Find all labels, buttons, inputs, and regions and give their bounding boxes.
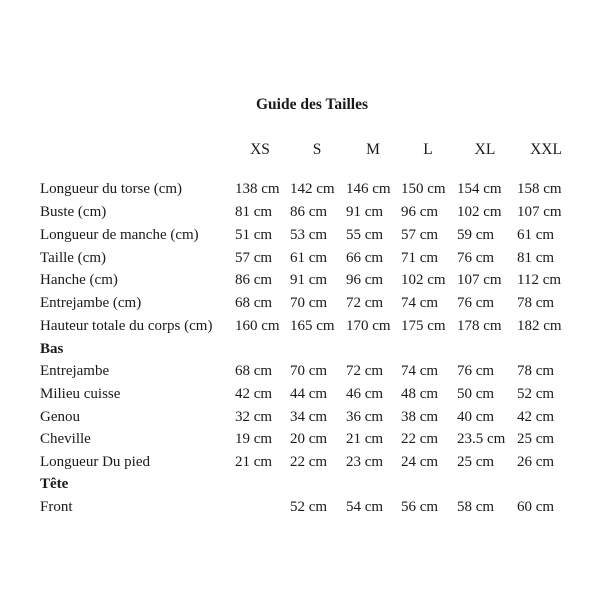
size-value-cell: 34 cm xyxy=(290,409,328,425)
size-header-m: M xyxy=(366,141,380,158)
size-value-cell: 72 cm xyxy=(346,295,384,311)
size-value-cell: 96 cm xyxy=(346,272,384,288)
size-value-cell: 150 cm xyxy=(401,181,446,197)
size-value-cell: 20 cm xyxy=(290,431,328,447)
size-value-cell: 70 cm xyxy=(290,363,328,379)
size-value-cell: 22 cm xyxy=(401,431,439,447)
section-label: Bas xyxy=(40,341,64,357)
size-value-cell: 22 cm xyxy=(290,454,328,470)
size-value-cell: 52 cm xyxy=(290,499,328,515)
size-value-cell: 78 cm xyxy=(517,363,555,379)
size-value-cell: 61 cm xyxy=(290,250,328,266)
size-value-cell: 19 cm xyxy=(235,431,273,447)
row-label: Front xyxy=(40,499,73,515)
size-value-cell: 146 cm xyxy=(346,181,391,197)
size-value-cell: 142 cm xyxy=(290,181,335,197)
row-label: Hanche (cm) xyxy=(40,272,118,288)
size-value-cell: 86 cm xyxy=(235,272,273,288)
size-value-cell: 23.5 cm xyxy=(457,431,506,447)
size-value-cell: 61 cm xyxy=(517,227,555,243)
size-value-cell: 138 cm xyxy=(235,181,280,197)
size-value-cell: 21 cm xyxy=(346,431,384,447)
size-value-cell: 76 cm xyxy=(457,363,495,379)
size-value-cell: 57 cm xyxy=(235,250,273,266)
size-value-cell: 86 cm xyxy=(290,204,328,220)
size-value-cell: 107 cm xyxy=(517,204,562,220)
size-header-l: L xyxy=(423,141,433,158)
size-value-cell: 59 cm xyxy=(457,227,495,243)
size-header-xl: XL xyxy=(474,141,496,158)
row-label: Genou xyxy=(40,409,80,425)
size-value-cell: 32 cm xyxy=(235,409,273,425)
size-value-cell: 42 cm xyxy=(517,409,555,425)
row-label: Hauteur totale du corps (cm) xyxy=(40,318,213,334)
size-value-cell: 158 cm xyxy=(517,181,562,197)
size-value-cell: 102 cm xyxy=(457,204,502,220)
size-value-cell: 54 cm xyxy=(346,499,384,515)
row-label: Longueur de manche (cm) xyxy=(40,227,199,243)
size-value-cell: 44 cm xyxy=(290,386,328,402)
row-label: Longueur du torse (cm) xyxy=(40,181,183,197)
section-label: Tête xyxy=(40,476,69,492)
size-value-cell: 175 cm xyxy=(401,318,446,334)
size-value-cell: 154 cm xyxy=(457,181,502,197)
size-value-cell: 21 cm xyxy=(235,454,273,470)
size-value-cell: 96 cm xyxy=(401,204,439,220)
size-value-cell: 26 cm xyxy=(517,454,555,470)
size-value-cell: 102 cm xyxy=(401,272,446,288)
size-value-cell: 38 cm xyxy=(401,409,439,425)
size-value-cell: 57 cm xyxy=(401,227,439,243)
size-value-cell: 78 cm xyxy=(517,295,555,311)
size-value-cell: 36 cm xyxy=(346,409,384,425)
row-label: Milieu cuisse xyxy=(40,386,121,402)
row-label: Longueur Du pied xyxy=(40,454,150,470)
size-value-cell: 23 cm xyxy=(346,454,384,470)
size-value-cell: 24 cm xyxy=(401,454,439,470)
size-value-cell: 52 cm xyxy=(517,386,555,402)
size-value-cell: 40 cm xyxy=(457,409,495,425)
size-value-cell: 68 cm xyxy=(235,295,273,311)
size-value-cell: 70 cm xyxy=(290,295,328,311)
size-value-cell: 81 cm xyxy=(517,250,555,266)
size-value-cell: 55 cm xyxy=(346,227,384,243)
size-value-cell: 60 cm xyxy=(517,499,555,515)
size-value-cell: 182 cm xyxy=(517,318,562,334)
size-value-cell: 71 cm xyxy=(401,250,439,266)
size-header-s: S xyxy=(312,141,322,158)
size-value-cell: 53 cm xyxy=(290,227,328,243)
size-value-cell: 165 cm xyxy=(290,318,335,334)
size-header-xxl: XXL xyxy=(530,141,562,158)
size-value-cell: 91 cm xyxy=(290,272,328,288)
size-value-cell: 58 cm xyxy=(457,499,495,515)
row-label: Cheville xyxy=(40,431,91,447)
size-value-cell: 66 cm xyxy=(346,250,384,266)
size-value-cell: 91 cm xyxy=(346,204,384,220)
row-label: Taille (cm) xyxy=(40,250,106,266)
size-value-cell: 68 cm xyxy=(235,363,273,379)
size-value-cell: 42 cm xyxy=(235,386,273,402)
size-value-cell: 74 cm xyxy=(401,363,439,379)
size-value-cell: 50 cm xyxy=(457,386,495,402)
size-value-cell: 107 cm xyxy=(457,272,502,288)
size-value-cell: 76 cm xyxy=(457,295,495,311)
row-label: Entrejambe xyxy=(40,363,110,379)
size-value-cell: 170 cm xyxy=(346,318,391,334)
row-label: Buste (cm) xyxy=(40,204,107,220)
size-value-cell: 76 cm xyxy=(457,250,495,266)
size-value-cell: 112 cm xyxy=(517,272,562,288)
size-value-cell: 25 cm xyxy=(517,431,555,447)
size-value-cell: 160 cm xyxy=(235,318,280,334)
size-value-cell: 56 cm xyxy=(401,499,439,515)
size-value-cell: 74 cm xyxy=(401,295,439,311)
size-header-xs: XS xyxy=(250,141,270,158)
size-value-cell: 178 cm xyxy=(457,318,502,334)
size-value-cell: 51 cm xyxy=(235,227,273,243)
size-value-cell: 72 cm xyxy=(346,363,384,379)
size-value-cell: 48 cm xyxy=(401,386,439,402)
size-value-cell: 25 cm xyxy=(457,454,495,470)
size-value-cell: 46 cm xyxy=(346,386,384,402)
size-value-cell: 81 cm xyxy=(235,204,273,220)
size-guide-title: Guide des Tailles xyxy=(256,96,368,113)
row-label: Entrejambe (cm) xyxy=(40,295,142,311)
